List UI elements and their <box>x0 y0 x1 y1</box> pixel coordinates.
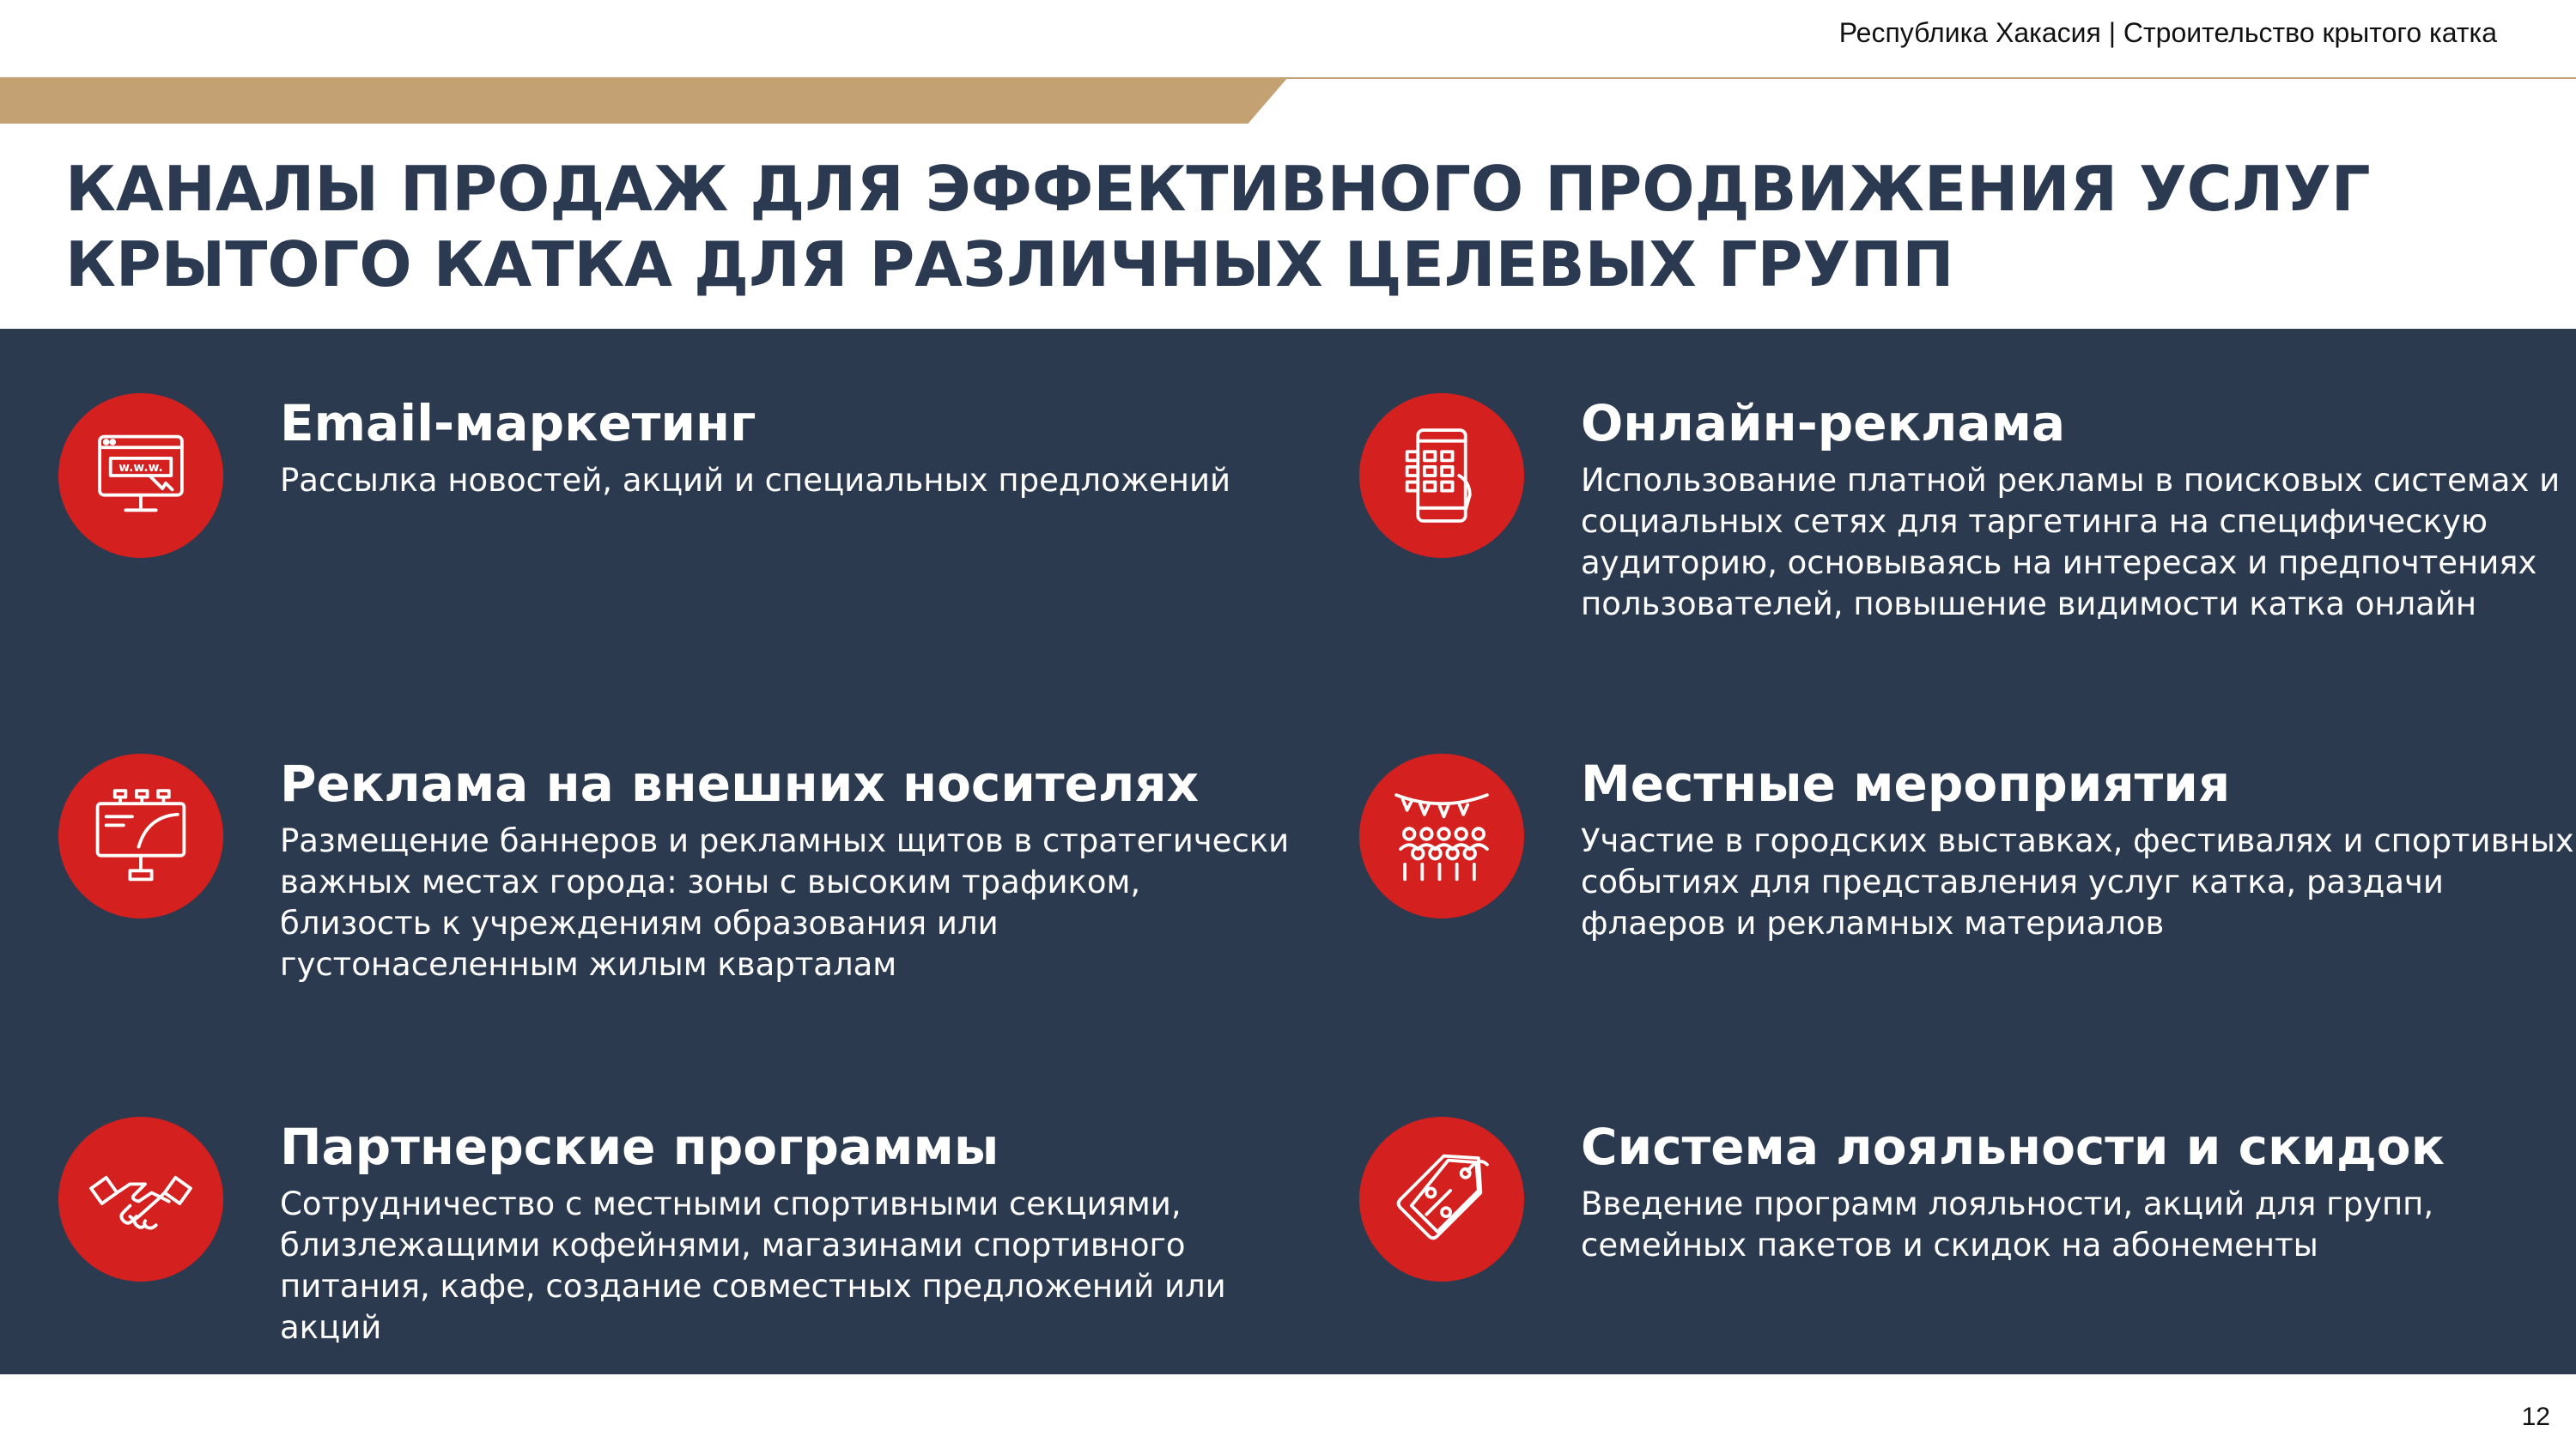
svg-text:w.w.w.: w.w.w. <box>118 460 163 475</box>
channel-online-ads <box>1359 393 2576 668</box>
channel-heading: Система лояльности и скидок <box>1581 1118 2445 1176</box>
channel-partner-programs <box>58 1117 1286 1391</box>
channel-description: Участие в городских выставках, фестивалях и спортивных событиях для представления услуг катка, раздачи флаеров и рекламных материалов <box>1581 822 2574 942</box>
channel-local-events <box>1359 754 2576 1028</box>
channel-heading: Местные мероприятия <box>1581 755 2231 813</box>
monitor-www-icon <box>58 393 223 558</box>
channel-description: Сотрудничество с местными спортивными секциями, близлежащими кофейнями, магазинами спортивного питания, кафе, создание совместных предложений или акций <box>280 1185 1226 1346</box>
channel-description: Размещение баннеров и рекламных щитов в стратегически важных местах города: зоны с высоким трафиком, близость к учреждениям образования или густонаселенным жилым кварталам <box>280 822 1290 983</box>
channel-loyalty-discounts <box>1359 1117 2576 1391</box>
accent-band <box>0 77 1288 124</box>
channel-heading: Email-маркетинг <box>280 394 756 452</box>
channel-heading: Онлайн-реклама <box>1581 394 2066 452</box>
channel-description: Рассылка новостей, акций и специальных предложений <box>280 462 1231 499</box>
crowd-event-icon <box>1359 754 1524 919</box>
channel-heading: Партнерские программы <box>280 1118 999 1176</box>
channel-description: Введение программ лояльности, акций для групп, семейных пакетов и скидок на абонементы <box>1581 1185 2434 1264</box>
channel-heading: Реклама на внешних носителях <box>280 755 1200 813</box>
handshake-icon <box>58 1117 223 1282</box>
discount-tag-icon <box>1359 1117 1524 1282</box>
channel-outdoor-ads <box>58 754 1290 1028</box>
channel-description: Использование платной рекламы в поисковых системах и социальных сетях для таргетинга на специфическую аудиторию, основываясь на интересах и предпочтениях пользователей, повышение видимости катка онлайн <box>1581 462 2561 622</box>
channel-email-marketing <box>58 393 1286 668</box>
content-panel <box>0 329 2576 1374</box>
billboard-icon <box>58 754 223 919</box>
smartphone-grid-icon <box>1359 393 1524 558</box>
page-title: КАНАЛЫ ПРОДАЖ ДЛЯ ЭФФЕКТИВНОГО ПРОДВИЖЕНИЯ УСЛУГ КРЫТОГО КАТКА ДЛЯ РАЗЛИЧНЫХ ЦЕЛЕВЫХ ГРУПП <box>65 153 2371 300</box>
page-number: 12 <box>2521 1403 2550 1431</box>
header-caption: Республика Хакасия | Строительство крытого катка <box>1838 17 2497 48</box>
